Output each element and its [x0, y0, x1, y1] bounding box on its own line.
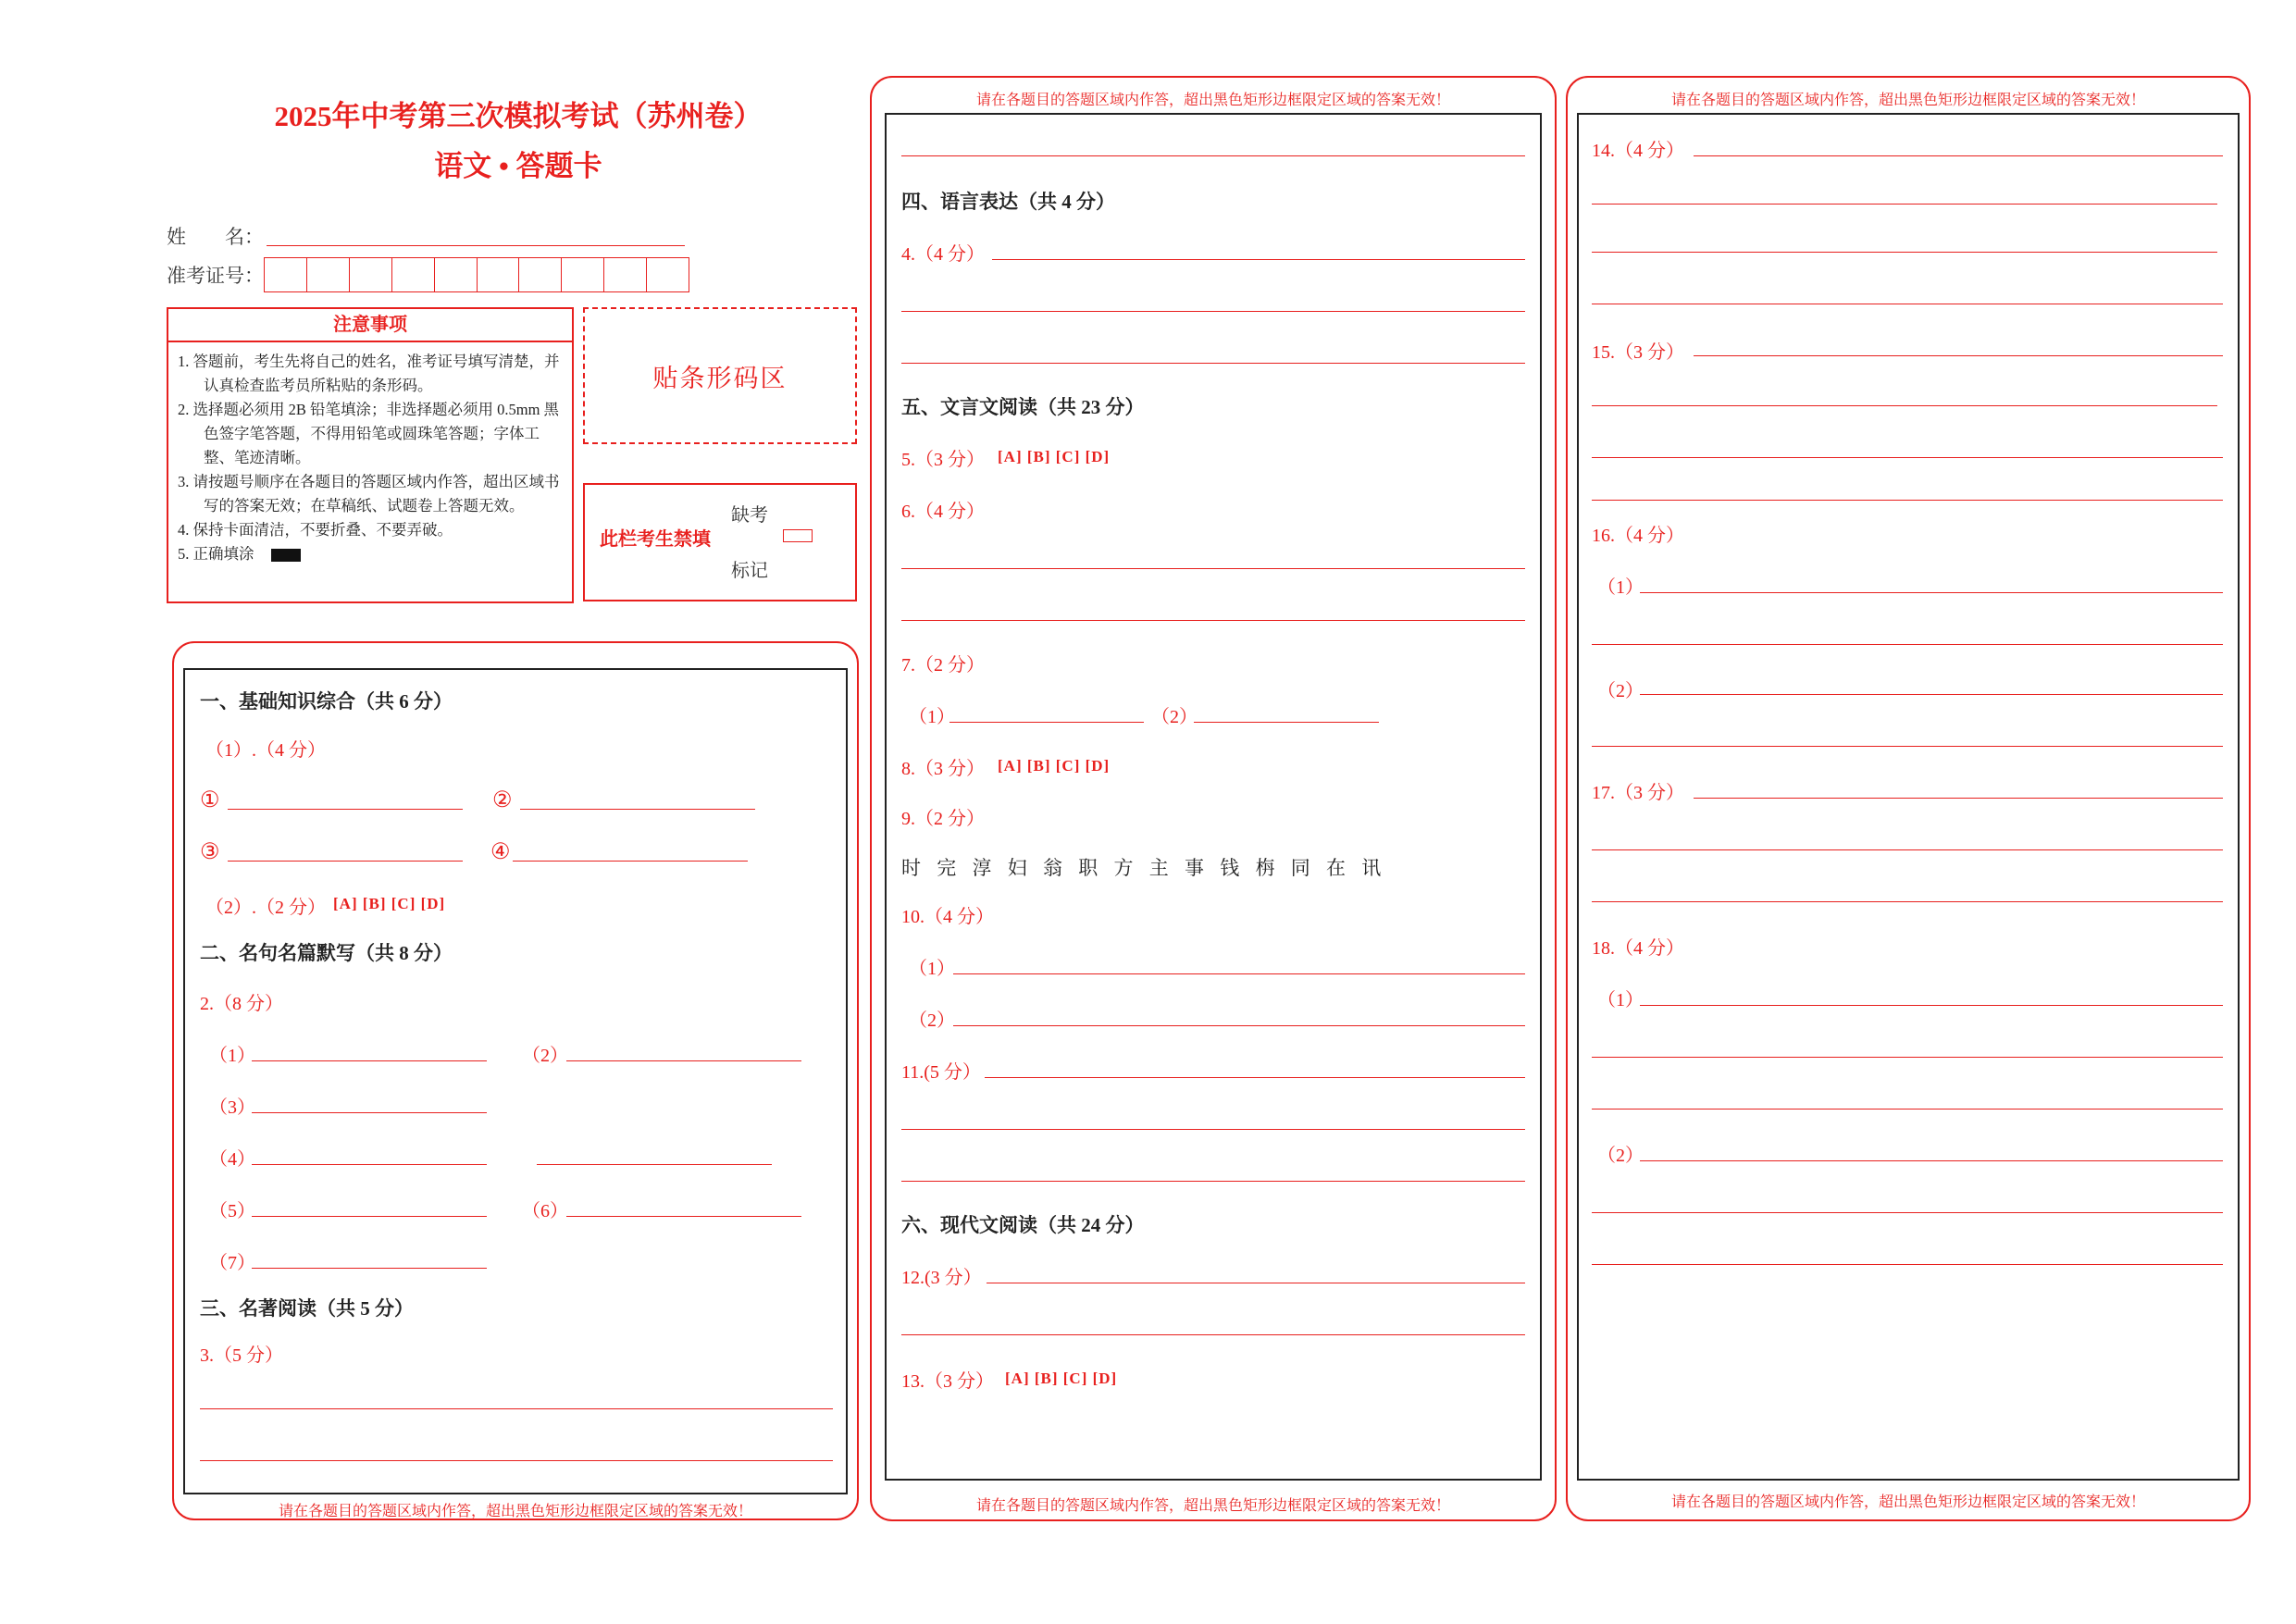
card-title: 2025年中考第三次模拟考试（苏州卷）: [274, 100, 763, 132]
q7-blank-2[interactable]: [1194, 722, 1379, 723]
q11-answer-line[interactable]: [901, 1129, 1525, 1130]
notice-list: [168, 342, 572, 566]
q2-part-1-label: （1）: [209, 1046, 255, 1066]
q18-answer-line[interactable]: [1592, 1057, 2223, 1058]
id-cell[interactable]: [265, 258, 307, 291]
answer-frame-2: [885, 113, 1542, 1481]
q10-part-1-label: （1）: [909, 959, 955, 979]
q18-answer-line[interactable]: [1592, 1264, 2223, 1265]
q10-blank-2[interactable]: [953, 1025, 1525, 1026]
q2-label: 2.（8 分）: [200, 994, 283, 1014]
q15-answer-line[interactable]: [1592, 500, 2223, 501]
q7-part-1-label: （1）: [909, 707, 955, 727]
q2-part-7-label: （7）: [209, 1253, 255, 1273]
id-cell[interactable]: [435, 258, 478, 291]
absence-label: 此栏考生禁填: [600, 529, 711, 550]
answer-line[interactable]: [901, 155, 1525, 156]
q18-part-2-label: （2）: [1597, 1146, 1644, 1166]
blank-marker-1: ①: [200, 788, 220, 812]
q7-blank-1[interactable]: [949, 722, 1144, 723]
id-cell[interactable]: [647, 258, 689, 291]
q18-answer-line[interactable]: [1592, 1109, 2223, 1110]
section-6-heading: 六、现代文阅读（共 24 分）: [901, 1214, 1145, 1236]
q16-blank-2[interactable]: [1640, 694, 2223, 695]
id-cell[interactable]: [392, 258, 435, 291]
name-label: 姓 名：: [167, 226, 264, 248]
q2-blank-1[interactable]: [252, 1060, 487, 1061]
q4-answer-line[interactable]: [901, 311, 1525, 312]
q2-blank-4b[interactable]: [537, 1164, 772, 1165]
q10-part-2-label: （2）: [909, 1010, 955, 1031]
q1-1-label: （1）.（4 分）: [205, 740, 326, 761]
q10-label: 10.（4 分）: [901, 907, 994, 927]
filled-mark-sample: [271, 549, 301, 562]
id-cell[interactable]: [562, 258, 604, 291]
q9-sentence-text[interactable]: 时 完 淳 妇 翁 职 方 主 事 钱 栴 同 在 讯: [901, 857, 1387, 879]
q2-part-4-label: （4）: [209, 1149, 255, 1170]
id-cell[interactable]: [350, 258, 392, 291]
card-subtitle: 语文 • 答题卡: [434, 150, 602, 182]
notice-box: [167, 307, 574, 603]
q14-answer-line[interactable]: [1592, 252, 2217, 253]
q11-answer-line[interactable]: [901, 1181, 1525, 1182]
q5-choice-options[interactable]: [A] [B] [C] [D]: [998, 448, 1111, 465]
section-4-heading: 四、语言表达（共 4 分）: [901, 191, 1115, 213]
section-3-heading: 三、名著阅读（共 5 分）: [200, 1297, 414, 1320]
q18-part-1-label: （1）: [1597, 990, 1644, 1010]
q2-part-6-label: （6）: [522, 1201, 568, 1221]
q16-part-1-label: （1）: [1597, 577, 1644, 598]
q18-blank-1[interactable]: [1640, 1005, 2223, 1006]
notice-item: 4. 保持卡面清洁，不要折叠、不要弄破。: [178, 521, 453, 539]
q15-label: 15.（3 分）: [1592, 342, 1684, 363]
q17-answer-line[interactable]: [1592, 849, 2223, 850]
q2-blank-6[interactable]: [566, 1216, 801, 1217]
q18-blank-2[interactable]: [1640, 1160, 2223, 1161]
warning-text-3-bottom: 请在各题目的答题区域内作答，超出黑色矩形边框限定区域的答案无效！: [1670, 1494, 2145, 1510]
q2-blank-7[interactable]: [252, 1268, 487, 1269]
q2-part-3-label: （3）: [209, 1097, 255, 1118]
q1-blank-1[interactable]: [228, 809, 463, 810]
warning-text-2-bottom: 请在各题目的答题区域内作答，超出黑色矩形边框限定区域的答案无效！: [975, 1498, 1450, 1514]
q1-2-label: （2）.（2 分）: [205, 898, 326, 918]
id-number-grid[interactable]: [264, 257, 689, 292]
q15-answer-line[interactable]: [1694, 355, 2223, 356]
q16-answer-line[interactable]: [1592, 746, 2223, 747]
notice-title: 注意事项: [168, 309, 572, 342]
q16-label: 16.（4 分）: [1592, 526, 1684, 546]
q15-answer-line[interactable]: [1592, 457, 2223, 458]
q4-answer-line[interactable]: [992, 259, 1525, 260]
id-cell[interactable]: [478, 258, 520, 291]
answer-frame-1: [183, 668, 848, 1494]
q2-part-5-label: （5）: [209, 1201, 255, 1221]
id-label: 准考证号：: [167, 265, 264, 287]
warning-text-2-top: 请在各题目的答题区域内作答，超出黑色矩形边框限定区域的答案无效！: [975, 93, 1450, 108]
q18-answer-line[interactable]: [1592, 1212, 2223, 1213]
name-field[interactable]: [267, 245, 685, 246]
barcode-label: 贴条形码区: [652, 364, 788, 392]
q3-label: 3.（5 分）: [200, 1345, 283, 1366]
barcode-area: [583, 307, 857, 444]
section-1-heading: 一、基础知识综合（共 6 分）: [200, 690, 453, 713]
q1-2-choice-options[interactable]: [A] [B] [C] [D]: [333, 895, 446, 912]
q14-answer-line[interactable]: [1592, 204, 2217, 205]
id-cell[interactable]: [519, 258, 562, 291]
q2-blank-3[interactable]: [252, 1112, 487, 1113]
q7-part-2-label: （2）: [1151, 707, 1198, 727]
q14-answer-line[interactable]: [1694, 155, 2223, 156]
q7-label: 7.（2 分）: [901, 655, 985, 676]
q6-answer-line[interactable]: [901, 620, 1525, 621]
warning-text-1: 请在各题目的答题区域内作答，超出黑色矩形边框限定区域的答案无效！: [278, 1504, 752, 1519]
q10-blank-1[interactable]: [953, 973, 1525, 974]
absence-box: [583, 483, 857, 601]
q1-blank-2[interactable]: [520, 809, 755, 810]
q12-answer-line[interactable]: [901, 1334, 1525, 1335]
id-cell[interactable]: [307, 258, 350, 291]
q11-label: 11.(5 分）: [901, 1062, 981, 1083]
q1-blank-4[interactable]: [513, 861, 748, 862]
absence-mark-bottom: 标记: [731, 561, 768, 581]
q16-part-2-label: （2）: [1597, 681, 1644, 701]
notice-item: 5. 正确填涂: [178, 545, 254, 563]
q17-answer-line[interactable]: [1592, 901, 2223, 902]
id-cell[interactable]: [604, 258, 647, 291]
q3-answer-line[interactable]: [200, 1408, 833, 1409]
q8-choice-options[interactable]: [A] [B] [C] [D]: [998, 757, 1111, 775]
q17-label: 17.（3 分）: [1592, 783, 1684, 803]
notice-item-correct-fill: [178, 542, 563, 566]
q9-label: 9.（2 分）: [901, 809, 985, 829]
q16-answer-line[interactable]: [1592, 644, 2223, 645]
q4-answer-line[interactable]: [901, 363, 1525, 364]
q11-answer-line[interactable]: [985, 1077, 1525, 1078]
q2-blank-4[interactable]: [252, 1164, 487, 1165]
notice-item: 2. 选择题必须用 2B 铅笔填涂；非选择题必须用 0.5mm 黑色签字笔答题，不得用铅笔或圆珠笔答题；字体工整、笔迹清晰。: [178, 401, 560, 466]
q18-label: 18.（4 分）: [1592, 938, 1684, 959]
blank-marker-4: ④: [490, 840, 511, 864]
q17-answer-line[interactable]: [1694, 798, 2223, 799]
q2-blank-2[interactable]: [566, 1060, 801, 1061]
absence-mark-top: 缺考: [731, 505, 768, 526]
section-5-heading: 五、文言文阅读（共 23 分）: [901, 396, 1145, 418]
q2-part-2-label: （2）: [522, 1046, 568, 1066]
q13-choice-options[interactable]: [A] [B] [C] [D]: [1005, 1370, 1118, 1387]
section-2-heading: 二、名句名篇默写（共 8 分）: [200, 942, 453, 964]
q13-label: 13.（3 分）: [901, 1371, 994, 1392]
q14-label: 14.（4 分）: [1592, 141, 1684, 161]
q16-blank-1[interactable]: [1640, 592, 2223, 593]
notice-item: 1. 答题前，考生先将自己的姓名，准考证号填写清楚，并认真检查监考员所粘贴的条形码。: [178, 353, 560, 394]
q5-label: 5.（3 分）: [901, 450, 985, 470]
q6-answer-line[interactable]: [901, 568, 1525, 569]
q2-blank-5[interactable]: [252, 1216, 487, 1217]
q3-answer-line[interactable]: [200, 1460, 833, 1461]
notice-item: 3. 请按题号顺序在各题目的答题区域内作答，超出区域书写的答案无效；在草稿纸、试题卷上答题无效。: [178, 473, 560, 514]
q6-label: 6.（4 分）: [901, 502, 985, 522]
q4-label: 4.（4 分）: [901, 244, 985, 265]
q12-label: 12.(3 分）: [901, 1268, 982, 1288]
blank-marker-2: ②: [492, 788, 513, 812]
warning-text-3-top: 请在各题目的答题区域内作答，超出黑色矩形边框限定区域的答案无效！: [1670, 93, 2145, 108]
blank-marker-3: ③: [200, 840, 220, 864]
absence-checkbox[interactable]: [783, 529, 813, 542]
q1-blank-3[interactable]: [228, 861, 463, 862]
q15-answer-line[interactable]: [1592, 405, 2217, 406]
q8-label: 8.（3 分）: [901, 759, 985, 779]
